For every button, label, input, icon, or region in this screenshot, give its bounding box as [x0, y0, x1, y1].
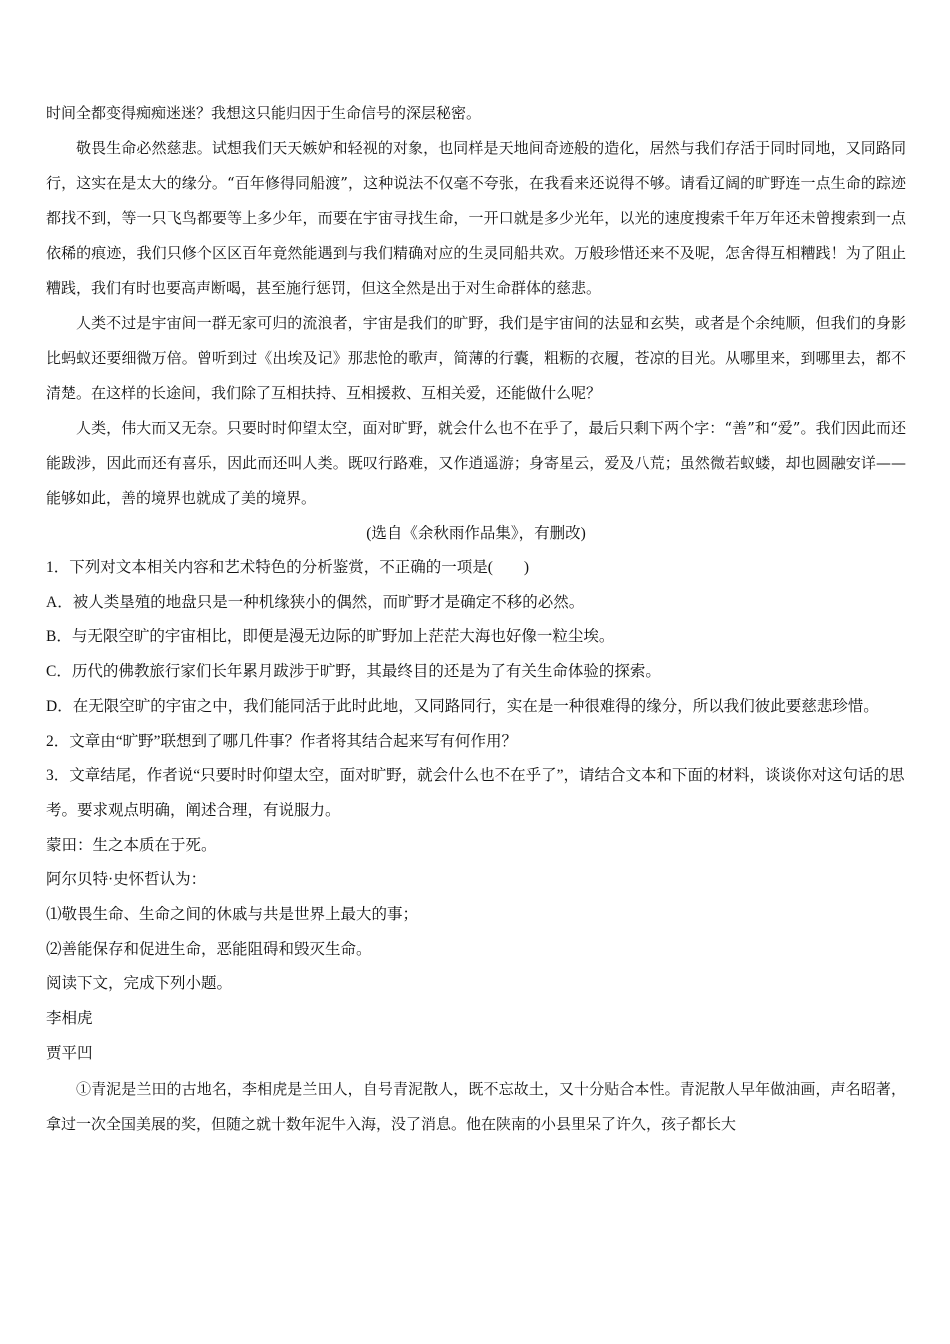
passage-author: 贾平凹	[46, 1044, 93, 1062]
option-d: D．在无限空旷的宇宙之中，我们能同活于此时此地，又同路同行，实在是一种很难得的缘分，所以我们彼此要慈悲珍惜。	[46, 697, 879, 715]
article-paragraph: 人类，伟大而又无奈。只要时时仰望太空，面对旷野，就会什么也不在乎了，最后只剩下两个字：“善”和“爱”。我们因此而还能跋涉，因此而还有喜乐，因此而还叫人类。既叹行路难，又作逍遥游；身寄星云，爱及八荒；虽然微若蚁蝼，却也圆融安详——能够如此，善的境界也就成了美的境界。	[46, 419, 906, 507]
article-paragraph: 时间全都变得痴痴迷迷？我想这只能归因于生命信号的深层秘密。	[46, 104, 482, 122]
material-line: 蒙田：生之本质在于死。	[46, 836, 217, 854]
question-1: 1．下列对文本相关内容和艺术特色的分析鉴赏，不正确的一项是( )	[46, 559, 530, 576]
passage-paragraph: ①青泥是兰田的古地名，李相虎是兰田人，自号青泥散人，既不忘故土，又十分贴合本性。青泥散人早年做油画，声名昭著，拿过一次全国美展的奖，但随之就十数年泥牛入海，没了消息。他在陕南的小县里呆了许久，孩子都长大	[46, 1079, 906, 1133]
question-2: 2．文章由“旷野”联想到了哪几件事？作者将其结合起来写有何作用？	[46, 732, 518, 750]
article-paragraph: 敬畏生命必然慈悲。试想我们天天嫉妒和轻视的对象，也同样是天地间奇迹般的造化，居然与我们存活于同时同地，又同路同行，这实在是太大的缘分。“百年修得同船渡”，这种说法不仅毫不夸张，在我看来还说得不够。请看辽阔的旷野连一点生命的踪迹都找不到，等一只飞鸟都要等上多少年，而要在宇宙寻找生命，一开口就是多少光年，以光的速度搜索千年万年还未曾搜索到一点依稀的痕迹，我们只修个区区百年竟然能遇到与我们精确对应的生灵同船共欢。万般珍惜还来不及呢，怎舍得互相糟践！为了阻止糟践，我们有时也要高声断喝，甚至施行惩罚，但这全然是出于对生命群体的慈悲。	[46, 139, 906, 297]
passage-title: 李相虎	[46, 1010, 93, 1028]
material-line: ⑵善能保存和促进生命，恶能阻碍和毁灭生命。	[46, 940, 372, 958]
document-page	[46, 96, 906, 1142]
material-line: ⑴敬畏生命、生命之间的休戚与共是世界上最大的事；	[46, 906, 419, 924]
material-line: 阿尔贝特·史怀哲认为：	[46, 871, 207, 889]
option-a: A．被人类垦殖的地盘只是一种机缘狭小的偶然，而旷野才是确定不移的必然。	[46, 593, 585, 611]
option-b: B．与无限空旷的宇宙相比，即便是漫无边际的旷野加上茫茫大海也好像一粒尘埃。	[46, 628, 615, 646]
question-3: 3．文章结尾，作者说“只要时时仰望太空，面对旷野，就会什么也不在乎了”，请结合文本和下面的材料，谈谈你对这句话的思考。要求观点明确，阐述合理，有说服力。	[46, 767, 905, 819]
article-paragraph: 人类不过是宇宙间一群无家可归的流浪者，宇宙是我们的旷野，我们是宇宙间的法显和玄奘，或者是个余纯顺，但我们的身影比蚂蚁还要细微万倍。曾听到过《出埃及记》那悲怆的歌声，简薄的行囊，粗粝的衣履，苍凉的目光。从哪里来，到哪里去，都不清楚。在这样的长途间，我们除了互相扶持、互相援救、互相关爱，还能做什么呢？	[46, 314, 906, 402]
reading-instruction: 阅读下文，完成下列小题。	[46, 975, 233, 993]
article-source: (选自《余秋雨作品集》，有删改)	[366, 525, 586, 542]
option-c: C．历代的佛教旅行家们长年累月跋涉于旷野，其最终目的还是为了有关生命体验的探索。	[46, 663, 661, 681]
